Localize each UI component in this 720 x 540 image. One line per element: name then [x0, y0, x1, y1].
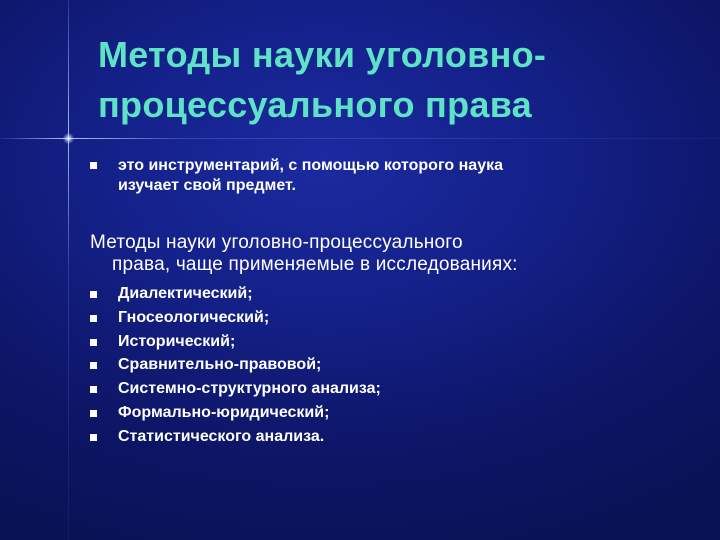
section-heading-line: Методы науки уголовно-процессуального	[90, 232, 463, 253]
list-item	[88, 308, 648, 332]
method-label: Диалектический;	[118, 285, 253, 302]
definition-line: это инструментарий, с помощью которого наука	[118, 157, 503, 174]
square-bullet-icon	[90, 386, 97, 393]
square-bullet-icon	[90, 162, 97, 169]
slide-title	[98, 30, 698, 130]
square-bullet-icon	[90, 315, 97, 322]
list-item	[88, 332, 648, 356]
method-label: Статистического анализа.	[118, 427, 325, 445]
section-heading-line: права, чаще применяемые в исследованиях:	[112, 254, 518, 275]
title-line: процессуального права	[98, 84, 532, 125]
list-item	[88, 284, 648, 308]
method-label: Исторический;	[118, 332, 236, 350]
decorative-sparkle-icon	[63, 133, 74, 144]
method-label: Формально-юридический;	[118, 403, 330, 421]
square-bullet-icon	[90, 362, 97, 369]
decorative-horizontal-line	[0, 138, 720, 139]
square-bullet-icon	[90, 339, 97, 346]
definition-bullet	[88, 156, 678, 196]
list-item	[88, 379, 648, 403]
method-label: Сравнительно-правовой;	[118, 356, 322, 374]
list-item	[88, 427, 648, 451]
list-item	[88, 355, 648, 379]
square-bullet-icon	[90, 434, 97, 441]
square-bullet-icon	[90, 291, 97, 298]
title-line: Методы науки уголовно-	[98, 34, 547, 75]
square-bullet-icon	[90, 410, 97, 417]
method-label: Гносеологический;	[118, 308, 270, 326]
definition-row	[88, 156, 678, 196]
decorative-vertical-line	[68, 0, 69, 540]
method-label: Системно-структурного анализа;	[118, 380, 381, 398]
list-item	[88, 403, 648, 427]
definition-line: изучает свой предмет.	[118, 177, 296, 194]
section-heading	[90, 232, 690, 276]
methods-list	[88, 284, 648, 451]
